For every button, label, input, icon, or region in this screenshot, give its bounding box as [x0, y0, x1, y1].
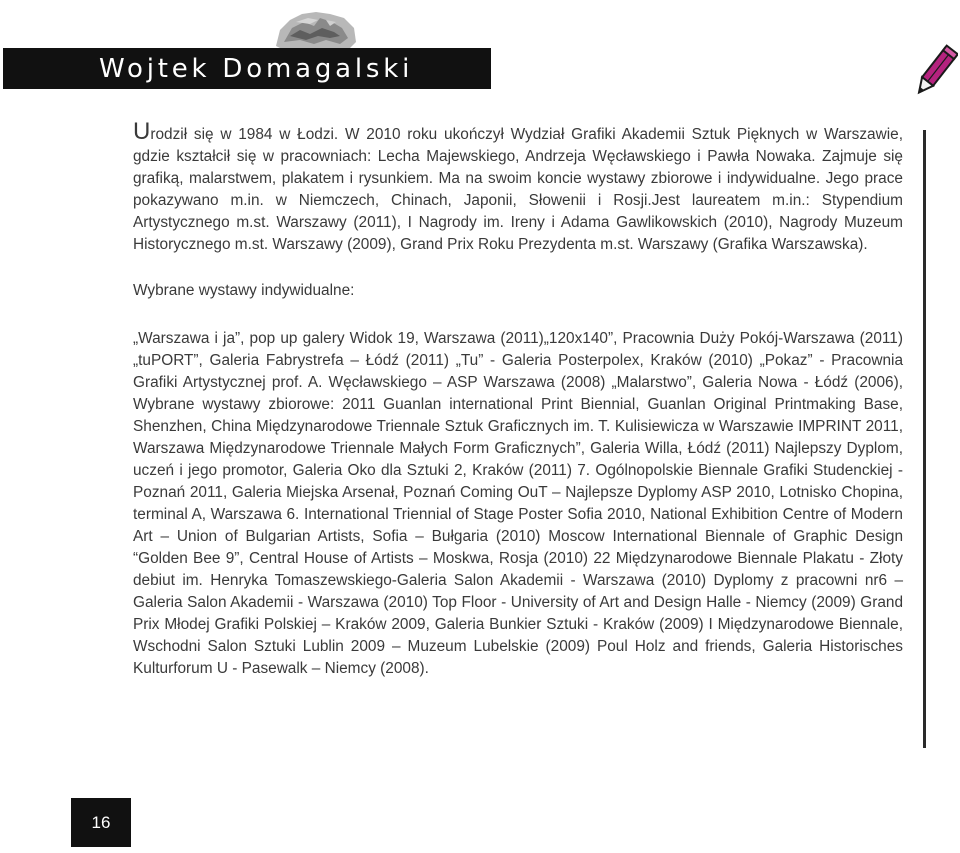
- exhibitions-heading: Wybrane wystawy indywidualne:: [133, 282, 355, 299]
- page-number: 16: [71, 798, 131, 847]
- bio-text: rodził się w 1984 w Łodzi. W 2010 roku ukończył Wydział Grafiki Akademii Sztuk Pięknych w Warszawie, gdzie kształcił się w pracowniach: Lecha Majewskiego, Andrzeja Węcławskiego i Pawła Nowaka. Zajmuje się grafiką, malarstwem, plakatem i rysunkiem. Ma na swoim koncie wystawy zbiorowe i indywidualne. Jego prace pokazywano m.in. w Niemczech, Chinach, Japonii, Słowenii i Rosji.Jest laureatem m.in.: Stypendium Artystycznego m.st. Warszawy (2011), I Nagrody im. Ireny i Adama Gawlikowskich (2010), Nagrody Muzeum Historycznego m.st. Warszawy (2009), Grand Prix Roku Prezydenta m.st. Warszawy (Grafika Warszawska).: [133, 126, 903, 253]
- crumpled-paper-icon: [270, 6, 360, 50]
- article-body: [133, 118, 903, 680]
- bio-paragraph: [133, 118, 903, 256]
- title-bar: [3, 48, 491, 89]
- drop-cap: U: [133, 118, 151, 145]
- pencil-icon[interactable]: [912, 44, 958, 100]
- exhibitions-list: „Warszawa i ja”, pop up galery Widok 19, Warszawa (2011)„120x140”, Pracownia Duży Pokój-Warszawa (2011)„tuPORT”, Galeria Fabrystrefa – Łódź (2011) „Tu” - Galeria Posterpolex, Kraków (2010) „Pokaz” - Pracownia Grafiki Artystycznej prof. A. Węcławskiego – ASP Warszawa (2008) „Malarstwo”, Galeria Nowa - Łódź (2006), Wybrane wystawy zbiorowe: 2011 Guanlan international Print Biennial, Guanlan Original Printmaking Base, Shenzhen, China Międzynarodowe Triennale Sztuk Graficznych im. T. Kulisiewicza w Warszawie IMPRINT 2011, Warszawa Międzynarodowe Triennale Małych Form Graficznych”, Galeria Willa, Łódź (2011) Najlepszy Dyplom, uczeń i jego promotor, Galeria Oko dla Sztuki 2, Kraków (2011) 7. Ogólnopolskie Biennale Grafiki Studenckiej - Poznań 2011, Galeria Miejska Arsenał, Poznań Coming OuT – Najlepsze Dyplomy ASP 2010, Lotnisko Chopina, terminal A, Warszawa 6. International Triennial of Stage Poster Sofia 2010, National Exhibition Centre of Modern Art – Union of Bulgarian Artists, Sofia – Bułgaria (2010) Moscow International Biennale of Graphic Design “Golden Bee 9”, Central House of Artists – Moskwa, Rosja (2010) 22 Międzynarodowe Biennale Plakatu - Złoty debiut im. Henryka Tomaszewskiego-Galeria Salon Akademii - Warszawa (2010) Dyplomy z pracowni nr6 – Galeria Salon Akademii - Warszawa (2010) Top Floor - University of Art and Design Halle - Niemcy (2009) Grand Prix Młodej Grafiki Polskiej – Kraków 2009, Galeria Bunkier Sztuki - Kraków (2009) I Międzynarodowe Biennale, Wschodni Salon Sztuki Lublin 2009 – Muzeum Lubelskie (2009) Poul Holz and friends, Galeria Historisches Kulturforum U - Pasewalk – Niemcy (2008).: [133, 330, 903, 677]
- page-title: Wojtek Domagalski: [99, 53, 414, 84]
- vertical-rule: [923, 130, 926, 748]
